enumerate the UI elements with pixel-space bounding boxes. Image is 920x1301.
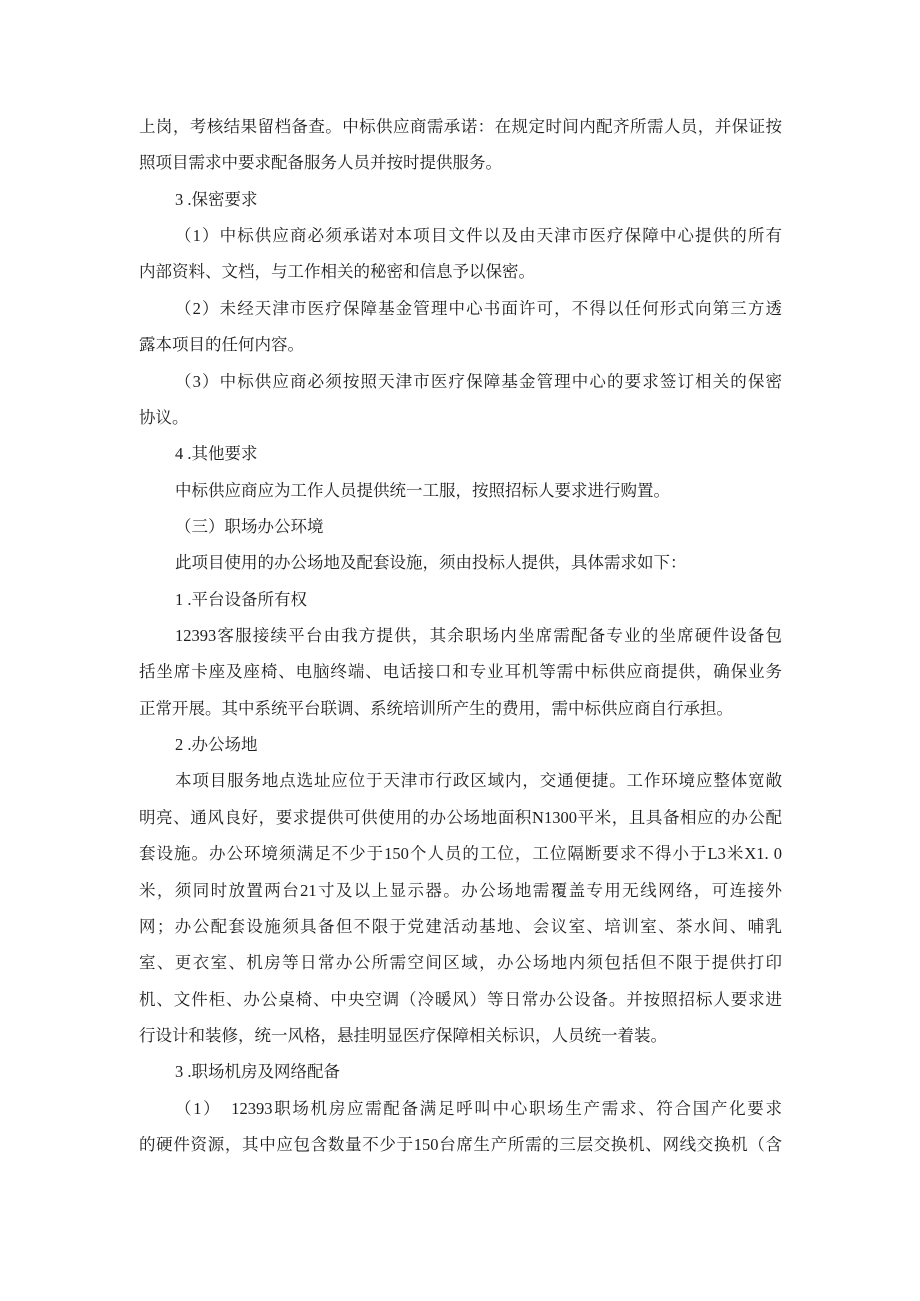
heading-line: 3 .职场机房及网络配备 <box>175 1062 340 1082</box>
text-line: 网；办公配套设施须具备但不限于党建活动基地、会议室、培训室、茶水间、哺乳 <box>139 916 782 936</box>
text-block <box>139 109 782 1163</box>
text-line: 米，须同时放置两台21寸及以上显示器。办公场地需覆盖专用无线网络，可连接外 <box>139 880 782 900</box>
text-line: 机、文件柜、办公桌椅、中央空调（冷暖风）等日常办公设备。并按照招标人要求进 <box>139 989 782 1009</box>
text-line: 明亮、通风良好，要求提供可供使用的办公场地面积N1300平米，且具备相应的办公配 <box>139 807 782 827</box>
text-line: 本项目服务地点选址应位于天津市行政区域内，交通便捷。工作环境应整体宽敞 <box>175 771 782 791</box>
text-line: 行设计和装修，统一风格，悬挂明显医疗保障相关标识，人员统一着装。 <box>139 1025 667 1045</box>
text-line: （3）中标供应商必须按照天津市医疗保障基金管理中心的要求签订相关的保密 <box>175 371 782 391</box>
text-line: （1） 12393职场机房应需配备满足呼叫中心职场生产需求、符合国产化要求 <box>175 1098 782 1118</box>
text-line: 此项目使用的办公场地及配套设施，须由投标人提供，具体需求如下： <box>175 553 687 573</box>
text-line: 中标供应商应为工作人员提供统一工服，按照招标人要求进行购置。 <box>175 480 670 500</box>
text-line: 上岗，考核结果留档备查。中标供应商需承诺：在规定时间内配齐所需人员，并保证按 <box>139 117 782 136</box>
text-line: 套设施。办公环境须满足不少于150个人员的工位，工位隔断要求不得小于L3米X1. 0 <box>139 844 782 864</box>
text-line: 括坐席卡座及座椅、电脑终端、电话接口和专业耳机等需中标供应商提供，确保业务 <box>139 662 782 682</box>
heading-line: 2 .办公场地 <box>175 735 258 755</box>
heading-line: 4 .其他要求 <box>175 444 258 464</box>
text-line: 协议。 <box>139 407 189 427</box>
text-line: 露本项目的任何内容。 <box>139 335 304 355</box>
text-line: 的硬件资源，其中应包含数量不少于150台席生产所需的三层交换机、网线交换机（含 <box>139 1135 782 1155</box>
text-line: （2）未经天津市医疗保障基金管理中心书面许可，不得以任何形式向第三方透 <box>175 298 782 318</box>
heading-line: （三）职场办公环境 <box>175 516 324 536</box>
text-line: 正常开展。其中系统平台联调、系统培训所产生的费用，需中标供应商自行承担。 <box>139 698 733 718</box>
text-line: 12393客服接续平台由我方提供，其余职场内坐席需配备专业的坐席硬件设备包 <box>175 626 782 646</box>
text-line: 内部资料、文档，与工作相关的秘密和信息予以保密。 <box>139 262 535 282</box>
heading-line: 3 .保密要求 <box>175 189 258 209</box>
text-line: 室、更衣室、机房等日常办公所需空间区域，办公场地内须包括但不限于提供打印 <box>139 953 782 973</box>
text-line: （1）中标供应商必须承诺对本项目文件以及由天津市医疗保障中心提供的所有 <box>175 226 782 246</box>
heading-line: 1 .平台设备所有权 <box>175 589 307 609</box>
text-line: 照项目需求中要求配备服务人员并按时提供服务。 <box>139 153 502 173</box>
